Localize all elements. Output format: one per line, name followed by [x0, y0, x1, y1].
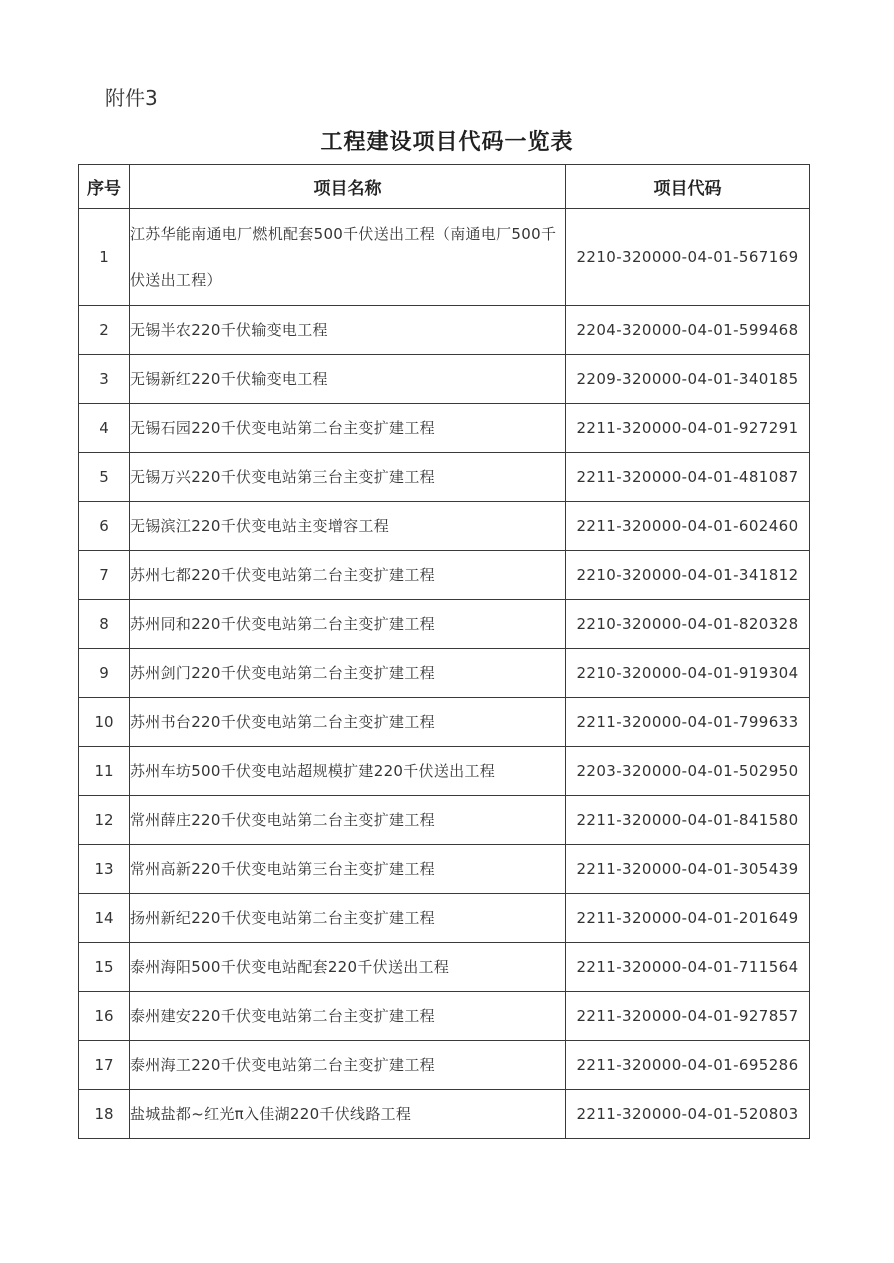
row-index: 11: [79, 747, 130, 796]
project-code: 2211-320000-04-01-481087: [566, 453, 810, 502]
table-row: [79, 551, 810, 600]
row-index: 1: [79, 209, 130, 306]
project-name: 常州薛庄220千伏变电站第二台主变扩建工程: [130, 796, 566, 845]
project-name: 苏州同和220千伏变电站第二台主变扩建工程: [130, 600, 566, 649]
table-row: [79, 404, 810, 453]
table-row: [79, 502, 810, 551]
project-name: 泰州建安220千伏变电站第二台主变扩建工程: [130, 992, 566, 1041]
project-name: 无锡万兴220千伏变电站第三台主变扩建工程: [130, 453, 566, 502]
project-name: 无锡石园220千伏变电站第二台主变扩建工程: [130, 404, 566, 453]
project-code: 2211-320000-04-01-927291: [566, 404, 810, 453]
project-code: 2210-320000-04-01-919304: [566, 649, 810, 698]
table-header: [79, 165, 810, 209]
project-name: 盐城盐都~红光π入佳湖220千伏线路工程: [130, 1090, 566, 1139]
table-row: [79, 698, 810, 747]
table-row: [79, 894, 810, 943]
row-index: 15: [79, 943, 130, 992]
project-code: 2211-320000-04-01-711564: [566, 943, 810, 992]
table-row: [79, 796, 810, 845]
table-row: [79, 1041, 810, 1090]
project-name: 扬州新纪220千伏变电站第二台主变扩建工程: [130, 894, 566, 943]
project-code: 2211-320000-04-01-841580: [566, 796, 810, 845]
column-header-name: 项目名称: [130, 165, 566, 209]
project-code: 2210-320000-04-01-820328: [566, 600, 810, 649]
project-name: 苏州书台220千伏变电站第二台主变扩建工程: [130, 698, 566, 747]
project-code: 2211-320000-04-01-520803: [566, 1090, 810, 1139]
table-row: [79, 600, 810, 649]
project-name: 苏州剑门220千伏变电站第二台主变扩建工程: [130, 649, 566, 698]
project-name: 常州高新220千伏变电站第三台主变扩建工程: [130, 845, 566, 894]
row-index: 5: [79, 453, 130, 502]
project-code: 2211-320000-04-01-927857: [566, 992, 810, 1041]
row-index: 7: [79, 551, 130, 600]
table-row: [79, 1090, 810, 1139]
table-row: [79, 355, 810, 404]
table-row: [79, 306, 810, 355]
table-row: [79, 943, 810, 992]
project-name: 无锡新红220千伏输变电工程: [130, 355, 566, 404]
table-row: [79, 845, 810, 894]
project-name: 苏州七都220千伏变电站第二台主变扩建工程: [130, 551, 566, 600]
project-code: 2211-320000-04-01-305439: [566, 845, 810, 894]
project-code: 2211-320000-04-01-602460: [566, 502, 810, 551]
column-header-index: 序号: [79, 165, 130, 209]
project-code-table: [78, 164, 810, 1139]
row-index: 16: [79, 992, 130, 1041]
table-row: [79, 209, 810, 306]
row-index: 13: [79, 845, 130, 894]
row-index: 3: [79, 355, 130, 404]
table-row: [79, 649, 810, 698]
row-index: 12: [79, 796, 130, 845]
table-row: [79, 453, 810, 502]
project-name: 江苏华能南通电厂燃机配套500千伏送出工程（南通电厂500千伏送出工程）: [130, 209, 566, 306]
table-row: [79, 992, 810, 1041]
row-index: 4: [79, 404, 130, 453]
project-code: 2204-320000-04-01-599468: [566, 306, 810, 355]
project-name: 泰州海阳500千伏变电站配套220千伏送出工程: [130, 943, 566, 992]
project-name: 无锡半农220千伏输变电工程: [130, 306, 566, 355]
header-row: [79, 165, 810, 209]
row-index: 17: [79, 1041, 130, 1090]
project-code: 2203-320000-04-01-502950: [566, 747, 810, 796]
project-code: 2211-320000-04-01-799633: [566, 698, 810, 747]
page-title: 工程建设项目代码一览表: [320, 130, 574, 155]
row-index: 9: [79, 649, 130, 698]
project-code: 2211-320000-04-01-201649: [566, 894, 810, 943]
row-index: 6: [79, 502, 130, 551]
project-code: 2211-320000-04-01-695286: [566, 1041, 810, 1090]
attachment-label: 附件3: [105, 86, 158, 110]
project-name: 泰州海工220千伏变电站第二台主变扩建工程: [130, 1041, 566, 1090]
row-index: 10: [79, 698, 130, 747]
row-index: 8: [79, 600, 130, 649]
project-code: 2210-320000-04-01-567169: [566, 209, 810, 306]
project-name: 无锡滨江220千伏变电站主变增容工程: [130, 502, 566, 551]
project-name: 苏州车坊500千伏变电站超规模扩建220千伏送出工程: [130, 747, 566, 796]
table-body: [79, 209, 810, 1139]
column-header-code: 项目代码: [566, 165, 810, 209]
table-row: [79, 747, 810, 796]
project-code: 2209-320000-04-01-340185: [566, 355, 810, 404]
project-code: 2210-320000-04-01-341812: [566, 551, 810, 600]
row-index: 14: [79, 894, 130, 943]
row-index: 2: [79, 306, 130, 355]
row-index: 18: [79, 1090, 130, 1139]
